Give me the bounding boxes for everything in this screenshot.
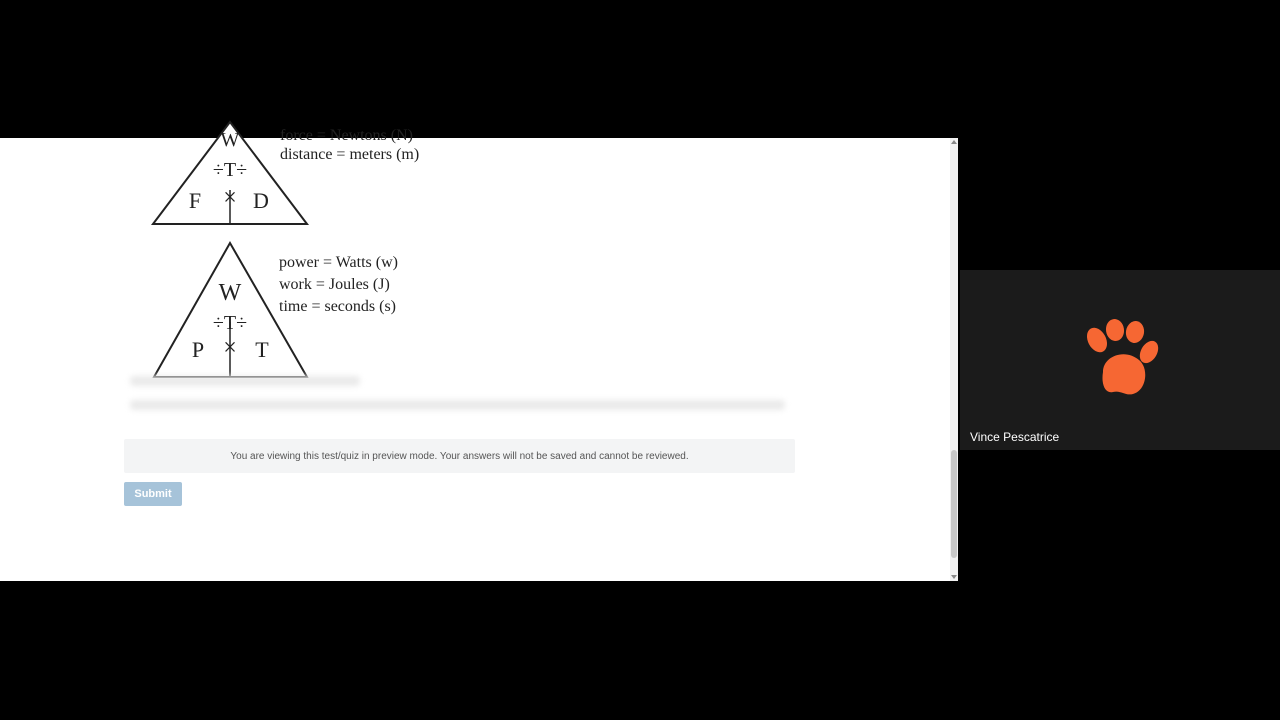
power-triangle-middle: ÷T÷	[212, 312, 248, 334]
work-definition: work = Joules (J)	[279, 276, 390, 293]
participants-panel	[960, 0, 1280, 720]
force-definition: force = Newtons (N)	[280, 127, 413, 144]
faded-content	[130, 400, 785, 410]
faded-content	[130, 376, 360, 386]
work-triangle-right: D	[253, 188, 269, 213]
scroll-thumb[interactable]	[951, 450, 957, 558]
preview-mode-notice	[124, 439, 795, 473]
time-definition: time = seconds (s)	[279, 298, 396, 315]
power-triangle-op: ×	[223, 335, 237, 361]
quiz-page	[0, 127, 958, 581]
work-triangle-left: F	[188, 188, 202, 213]
tiger-paw-icon	[1083, 320, 1159, 405]
distance-definition: distance = meters (m)	[280, 146, 420, 163]
power-triangle-left: P	[191, 337, 205, 362]
work-triangle-top: W	[220, 129, 240, 151]
scroll-up-arrow-icon[interactable]	[951, 140, 957, 144]
power-definition: power = Watts (w)	[279, 254, 398, 271]
work-triangle-middle: ÷T÷	[212, 159, 248, 181]
preview-mode-text: You are viewing this test/quiz in preview mode. Your answers will not be saved and cannot be reviewed.	[230, 450, 689, 462]
participant-tile[interactable]	[960, 270, 1280, 450]
scroll-down-arrow-icon[interactable]	[951, 575, 957, 579]
work-triangle-op: ×	[223, 185, 237, 211]
power-triangle-top: W	[218, 280, 242, 306]
submit-button[interactable]: Submit	[124, 482, 182, 506]
power-triangle-right: T	[255, 337, 269, 362]
page-scrollbar[interactable]	[950, 138, 958, 581]
participant-name: Vince Pescatrice	[970, 430, 1060, 444]
